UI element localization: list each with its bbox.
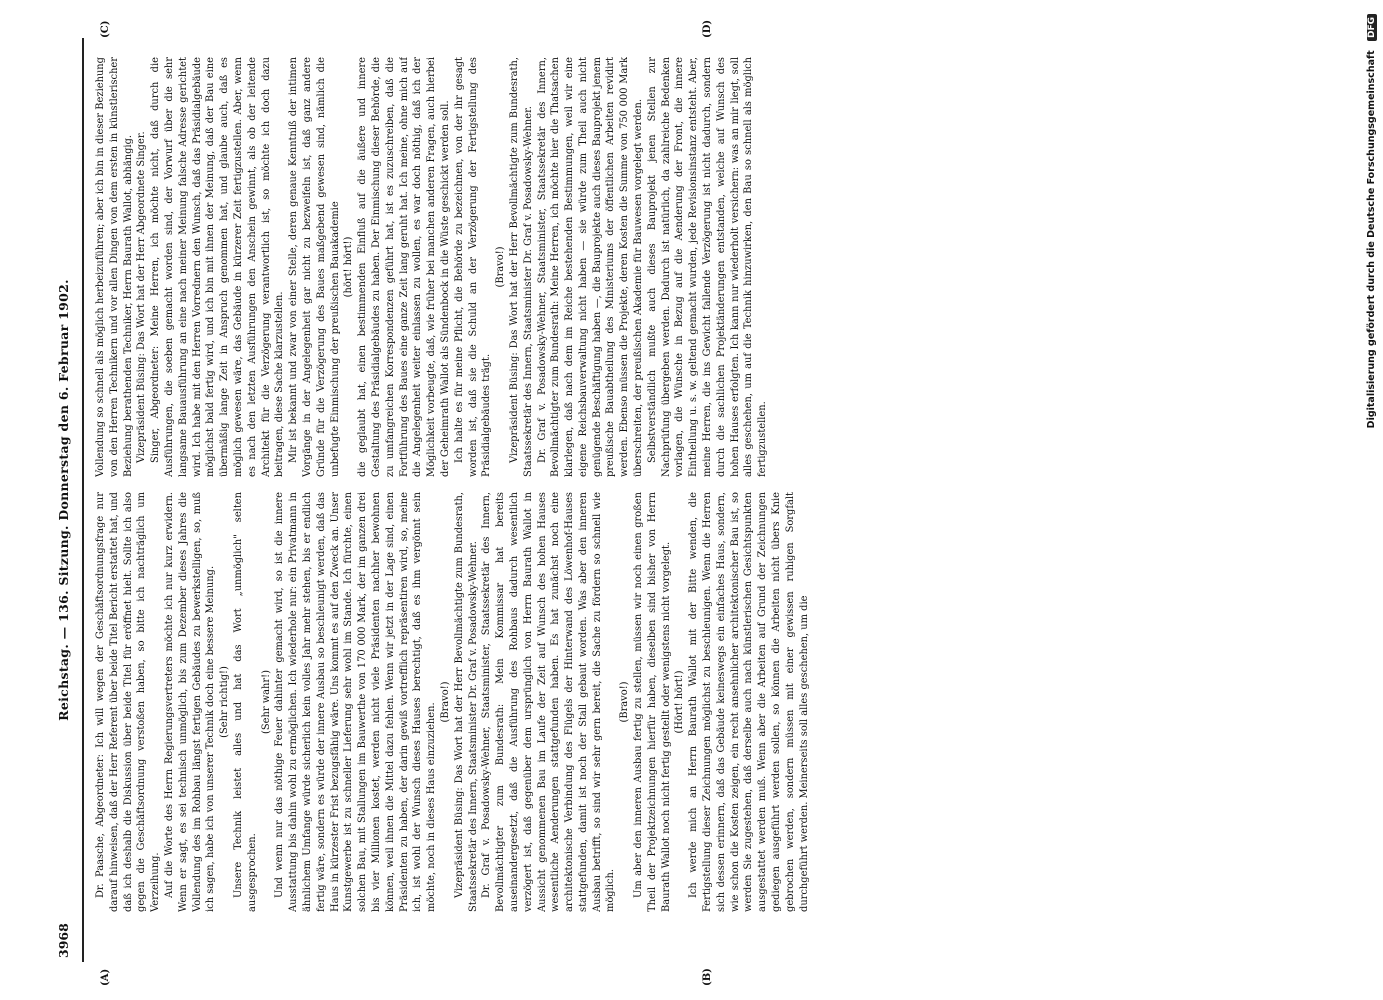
- interjection: (Hört! hört!): [674, 670, 686, 734]
- interjection: (Sehr richtig!): [219, 666, 231, 738]
- page-number: 3968: [56, 923, 71, 958]
- digitization-credit: [1366, 0, 1377, 1000]
- left-column: [94, 492, 1294, 912]
- margin-marker-a: (A): [100, 968, 111, 986]
- margin-marker-d: (D): [702, 19, 713, 38]
- margin-marker-c: (C): [100, 20, 111, 38]
- paragraph: Um aber den inneren Ausbau fertig zu stellen, müssen wir noch einen großen Theil der Projektzeichnungen hierfür haben, dieselben sind bisher von Herrn Baurath Wallot noch nicht fertig gestellt oder wenigstens nicht vorgelegt.: [633, 492, 672, 912]
- interjection: (hört! hört!): [343, 236, 355, 298]
- credit-text: Digitalisierung gefördert durch die Deutsche Forschungsgemeinschaft: [1366, 50, 1377, 429]
- paragraph: Dr. Graf v. Posadowsky-Wehner, Staatsminister, Staatssekretär des Innern, Bevollmächtigter zum Bundesrath: Meine Herren, ich möchte hier die Thatsachen klarlegen, daß nach dem im Reiche bestehenden Bestimmungen, weil wir eine eigene Reichsbauverwaltung nicht haben — sie würde zum Theil auch nicht genügende Beschäftigung haben —, die Bauprojekte auch dieses Bauprojekt jenem preußische Bauabtheilung des Ministeriums der öffentlichen Arbeiten revidirt werden. Ebenso müssen die Projekte, deren Kosten die Summe von 750 000 Mark überschreiten, der preußischen Akademie für Bauwesen vorgelegt werden.: [536, 57, 645, 477]
- paragraph: Selbstverständlich mußte auch dieses Bauprojekt jenen Stellen zur Nachprüfung übergeben werden. Dadurch ist natürlich, da zahlreiche Bedenken vorlagen, die Wünsche in Bezug auf die Aenderung der Front, die innere Eintheilung u. s. w. geltend gemacht wurden, jede Revisionsinstanz entsteht. Aber, meine Herren, die ins Gewicht fallende Verzögerung ist nicht dadurch, sondern durch die sachlichen Projektänderungen entstanden, welche auf Wunsch des hohen Hauses erfolgten. Ich kann nur wiederholt versichern: was an mir liegt, soll alles geschehen, um auf die Technik hinzuwirken, den Bau so schnell als möglich fertigzustellen.: [646, 57, 769, 477]
- paragraph: Und wenn nur das nöthige Feuer dahinter gemacht wird, so ist die innere Ausstattung bis dahin wohl zu ermöglichen. Ich wiederhole nur: ein Privatmann in ähnlichem Umfange würde sicherlich kein volles Jahr mehr stehen, bis er endlich fertig wäre, sondern es würde der innere Ausbau so beschleunigt werden, daß das Haus in kürzester Frist bezugsfähig wäre. Uns kommt es auf den Zweck an. Unser Kunstgewerbe ist zu schneller Lieferung sehr wohl im Stande. Ich fürchte, einen solchen Bau, mit Stallungen im Bauwerthe von 170 000 Mark, der im ganzen drei bis vier Millionen kostet, werden nicht viele Präsidenten nachher bewohnen können, weil ihnen die Mittel dazu fehlen. Wenn wir jetzt in der Lage sind, einen Präsidenten zu haben, der darin gewiß vortrefflich repräsentiren wird, so, meine ich, ist wohl der Wunsch dieses Hauses berechtigt, daß es ihm vergönnt sein möchte, noch in dieses Haus einzuziehen.: [274, 492, 438, 912]
- paragraph: Ich werde mich an Herrn Baurath Wallot mit der Bitte wenden, die Fertigstellung dieser Zeichnungen möglichst zu beschleunigen. Wenn die Herren sich dessen erinnern, daß das Gebäude keineswegs ein einfaches Haus, sondern, wie schon die Kosten zeigen, ein recht ansehnlicher architektonischer Bau ist, so werden Sie zugestehen, daß derselbe auch nach künstlerischen Gesichtspunkten ausgestattet werden muß. Wenn aber die Arbeiten auf Grund der Zeichnungen gediegen ausgeführt werden sollen, so können die Arbeiten nicht übers Knie gebrochen werden, sondern müssen mit einer gewissen ruhigen Sorgfalt durchgeführt werden. Meinerseits soll alles geschehen, um die: [688, 492, 810, 912]
- paragraph: Vizepräsident Büsing: Das Wort hat der Herr Bevollmächtigte zum Bundesrath, Staatssekretär des Innern, Staatsminister Dr. Graf v. Posadowsky-Wehner.: [508, 57, 534, 477]
- paragraph: die geglaubt hat, einen bestimmenden Einfluß auf die äußere und innere Gestaltung des Präsidialgebäudes zu haben. Der Einmischung dieser Behörde, die zu umfangreichen Korrespondenzen geführt hat, ist es zuzuschreiben, daß die Fortführung des Baues eine ganze Zeit lang geruht hat. Ich meine, ohne mich auf die Angelegenheit weiter einlassen zu wollen, es war doch nöthig, daß ich der Möglichkeit vorbeugte, daß, wie früher bei manchen anderen Fragen, auch hierbei der Geheimrath Wallot als Sündenbock in die Wüste geschickt werden soll.: [357, 57, 451, 477]
- paragraph: Vizepräsident Büsing: Das Wort hat der Herr Abgeordnete Singer.: [136, 131, 148, 463]
- dfg-logo: DFG: [1367, 14, 1377, 41]
- page-header: [56, 42, 80, 958]
- paragraph: Dr. Graf v. Posadowsky-Wehner, Staatsminister, Staatssekretär des Innern, Bevollmächtigter zum Bundesrath: Mein Kommissar hat bereits auseinandergesetzt, daß die Ausführung des Rohbaus dadurch wesentlich verzögert ist, daß gegenüber dem ursprünglich von Herrn Baurath Wallot in Aussicht genommenen Bau im Laufe der Zeit auf Wunsch des hohen Hauses wesentliche Aenderungen stattgefunden haben. Es hat zunächst noch eine architektonische Verbindung des Flügels der Hinterwand des Löwenhof-Hauses stattgefunden, damit ist noch der Stall gebaut worden. Was aber den inneren Ausbau betrifft, so sind wir sehr gern bereit, die Sache zu fördern so schnell wie möglich.: [481, 492, 617, 912]
- paragraph: Mir ist bekannt und zwar von einer Stelle, deren genaue Kenntniß der intimen Vorgänge in der Angelegenheit gar nicht zu bezweifeln ist, daß ganz andere Gründe für die Verzögerung des Baues maßgebend gewesen sind, nämlich die unbefugte Einmischung der preußischen Bauakademie: [288, 57, 341, 477]
- right-column: [94, 57, 1294, 477]
- interjection: (Bravo!): [495, 246, 507, 288]
- header-rule: [82, 38, 84, 962]
- page-title: Reichstag. — 136. Sitzung. Donnerstag den 6. Februar 1902.: [56, 279, 71, 721]
- margin-marker-b: (B): [702, 968, 713, 986]
- paragraph: Unsere Technik leistet alles und hat das Wort „unmöglich" selten ausgesprochen.: [232, 492, 258, 912]
- paragraph: Vizepräsident Büsing: Das Wort hat der Herr Bevollmächtigte zum Bundesrath, Staatssekretär des Innern, Staatsminister Dr. Graf v. Posadowsky-Wehner.: [453, 492, 479, 912]
- paragraph: Vollendung so schnell als möglich herbeizuführen; aber ich bin in dieser Beziehung von den Herren Technikern und vor allen Dingen von dem ersten in künstlerischer Beziehung berathenden Techniker, Herrn Baurath Wallot, abhängig.: [95, 57, 134, 477]
- interjection: (Bravo!): [619, 681, 631, 723]
- paragraph: Auf die Worte des Herrn Regierungsvertreters möchte ich nur kurz erwidern. Wenn er sagt, es sei technisch unmöglich, bis zum Dezember dieses Jahres die Vollendung des im Rohbau längst fertigen Gebäudes zu bewerkstelligen, so, muß ich sagen, habe ich von unserer Technik doch eine bessere Meinung.: [163, 492, 217, 912]
- paragraph: Ich halte es für meine Pflicht, die Behörde zu bezeichnen, von der ihr gesagt worden ist, daß sie die Schuld an der Verzögerung der Fertigstellung des Präsidialgebäudes trägt.: [453, 57, 493, 477]
- interjection: (Sehr wahr!): [260, 670, 272, 734]
- paragraph: Singer, Abgeordneter: Meine Herren, ich möchte nicht, daß durch die Ausführungen, die soeben gemacht worden sind, der Vorwurf über die sehr langsame Bauausführung an eine nach meiner Meinung falsche Adresse gerichtet wird. Ich habe mit den Herren Vorrednern den Wunsch, daß das Präsidialgebäude möglichst bald fertig wird, und ich bin mit ihnen der Meinung, daß der Bau eine übermäßig lange Zeit in Anspruch genommen hat, und glaube auch, daß es möglich gewesen wäre, das Gebäude in kürzerer Zeit fertigzustellen. Aber, wenn es nach den letzten Ausführungen den Anschein gewinnt, als ob der leitende Architekt für die Verzögerung verantwortlich ist, so möchte ich doch dazu beitragen, diese Sache klarzustellen.: [150, 57, 286, 477]
- interjection: (Bravo!): [439, 681, 451, 723]
- paragraph: Dr. Paasche, Abgeordneter: Ich will wegen der Geschäftsordnungsfrage nur darauf hinweisen, daß der Herr Referent über beide Titel Bericht erstattet hat, und daß ich deshalb die Diskussion über beide Titel für eröffnet hielt. Sollte ich also gegen die Geschäftsordnung verstoßen haben, so bitte ich nachträglich um Verzeihung.: [95, 492, 162, 912]
